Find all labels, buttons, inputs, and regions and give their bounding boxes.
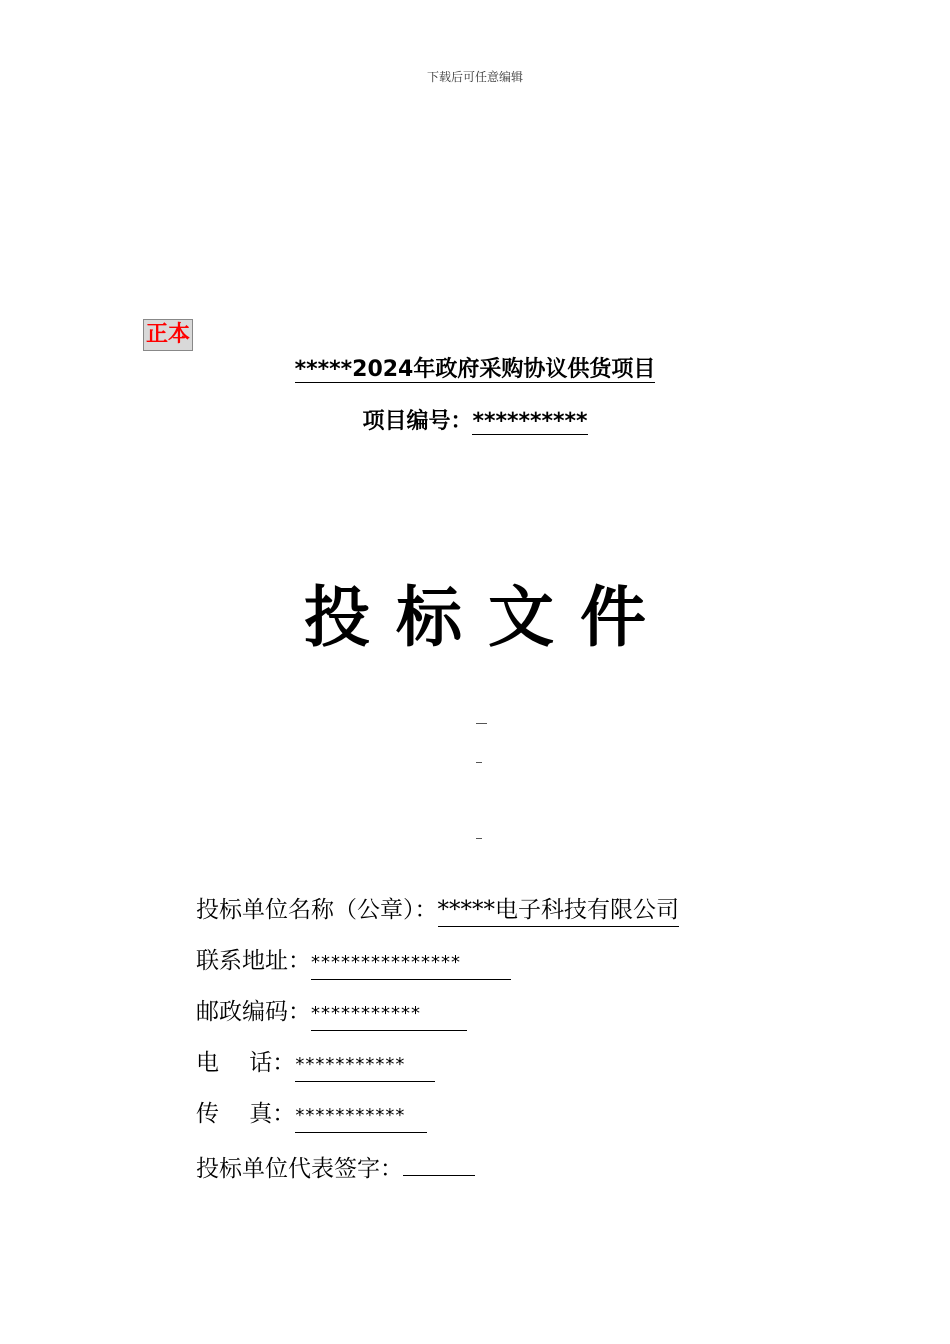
- project-title-text: *****2024年政府采购协议供货项目: [294, 357, 656, 382]
- bidder-name-label: 投标单位名称（公章）：: [196, 897, 438, 923]
- project-title: [0, 353, 950, 387]
- project-number: [0, 405, 950, 439]
- header-note: 下载后可任意编辑: [426, 70, 523, 84]
- signature-label: 投标单位代表签字：: [196, 1156, 403, 1182]
- fax-label: 传 真：: [196, 1101, 296, 1127]
- divider-mark: [476, 762, 482, 763]
- project-number-label: 项目编号：: [362, 409, 473, 434]
- divider-mark: [476, 838, 482, 839]
- address-row: [196, 945, 511, 980]
- fax-value: ***********: [295, 1100, 427, 1133]
- phone-label: 电 话：: [196, 1050, 296, 1076]
- project-number-value: **********: [472, 409, 588, 434]
- original-copy-stamp: 正本: [143, 319, 193, 351]
- phone-row: [196, 1047, 435, 1082]
- postcode-label: 邮政编码：: [196, 999, 311, 1025]
- bidder-name-row: [196, 894, 679, 927]
- signature-row: [196, 1149, 475, 1185]
- document-title: 投标文件: [304, 579, 672, 656]
- phone-value: ***********: [295, 1049, 435, 1082]
- fax-row: [196, 1098, 427, 1133]
- signature-blank: [403, 1149, 475, 1176]
- address-label: 联系地址：: [196, 948, 311, 974]
- postcode-row: [196, 996, 467, 1031]
- address-value: ***************: [311, 947, 511, 980]
- divider-mark: [476, 723, 487, 724]
- postcode-value: ***********: [311, 998, 467, 1031]
- bidder-name-value: *****电子科技有限公司: [438, 894, 680, 927]
